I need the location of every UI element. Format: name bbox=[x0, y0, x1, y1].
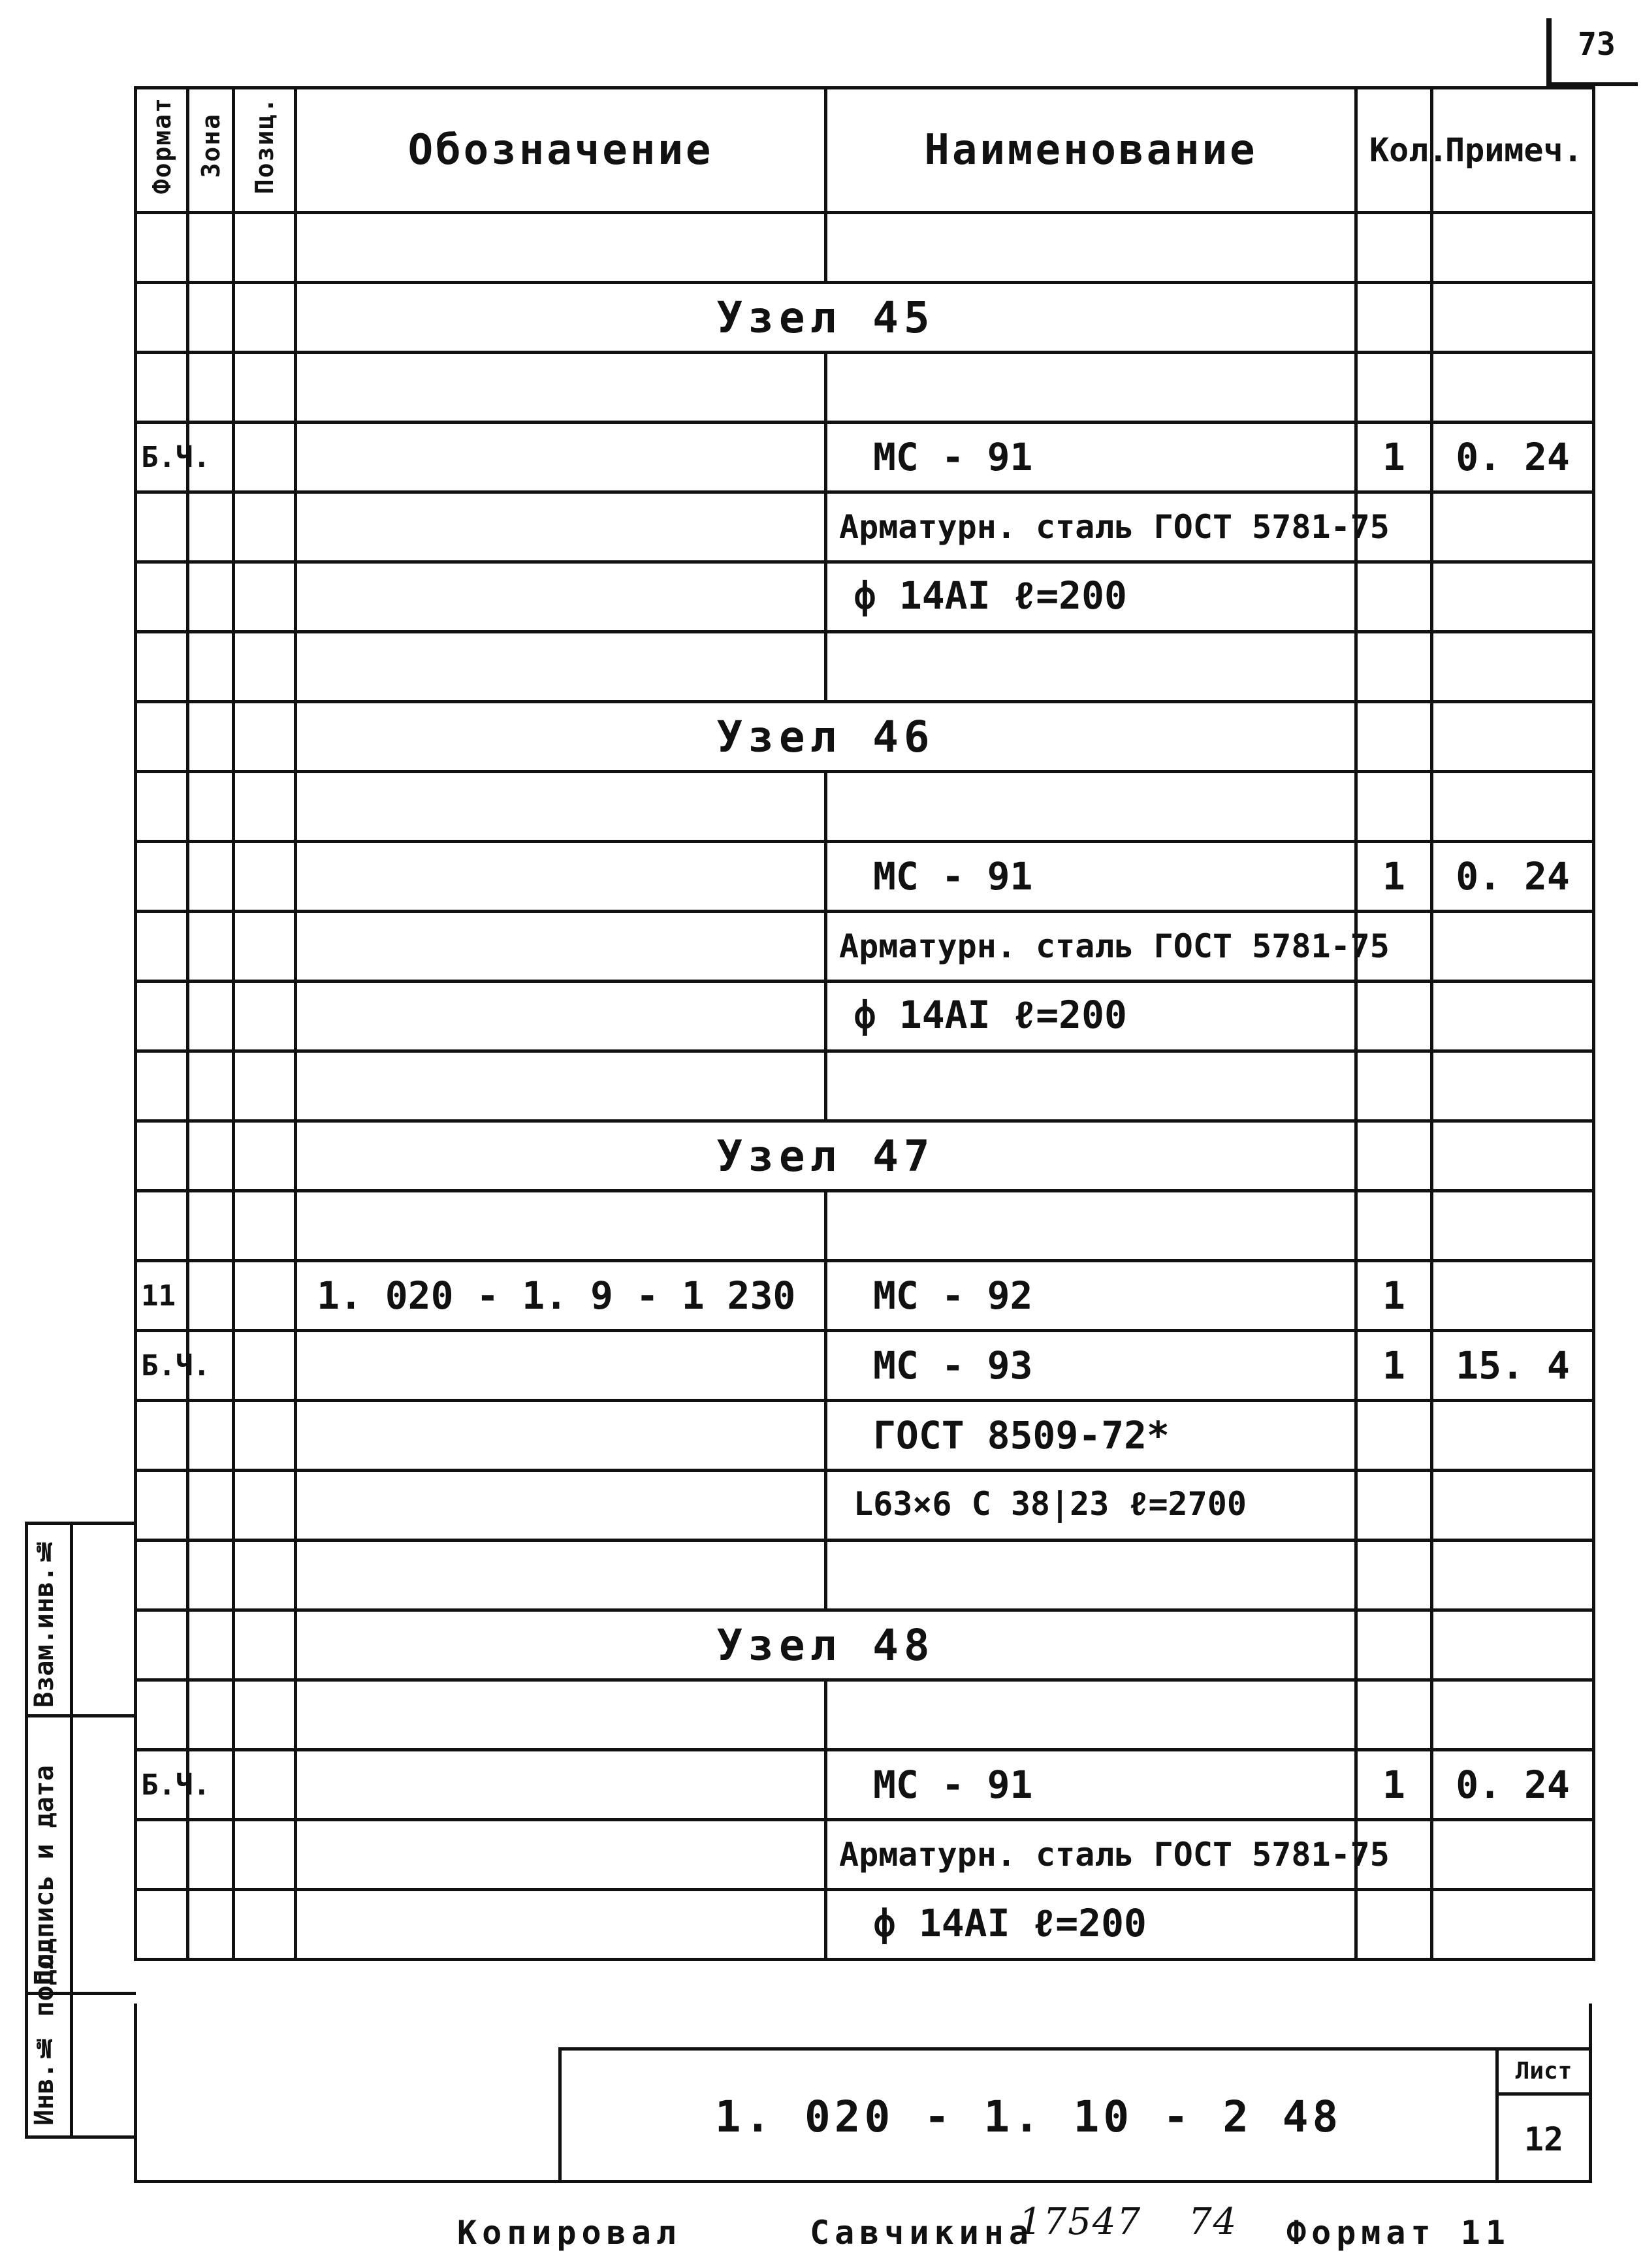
row-name: МС - 91 bbox=[826, 1750, 1356, 1820]
row-note: 15. 4 bbox=[1432, 1331, 1594, 1401]
side-label-replace: Взам.инв.№ bbox=[29, 1536, 59, 1708]
row-name: МС - 91 bbox=[826, 423, 1356, 492]
document-code: 1. 020 - 1. 10 - 2 48 bbox=[558, 2047, 1499, 2183]
footer-order-number: 17547 bbox=[1019, 2201, 1142, 2243]
table-row bbox=[136, 1261, 1594, 1331]
row-quantity: 1 bbox=[1356, 1331, 1432, 1401]
header-row bbox=[136, 88, 1594, 213]
table-row bbox=[136, 982, 1594, 1051]
row-quantity: 1 bbox=[1356, 423, 1432, 492]
side-cell-replace bbox=[28, 1525, 136, 1717]
row-name: ф 14АI ℓ=200 bbox=[826, 982, 1356, 1051]
row-note: 0. 24 bbox=[1432, 423, 1594, 492]
footer-order-sheet: 74 bbox=[1188, 2201, 1238, 2243]
table-row bbox=[136, 423, 1594, 492]
row-name: ГОСТ 8509-72* bbox=[826, 1401, 1356, 1471]
side-approval-stamp bbox=[25, 1522, 136, 2139]
specification-table bbox=[134, 86, 1595, 1961]
table-row bbox=[136, 1051, 1594, 1121]
table-row bbox=[136, 772, 1594, 842]
table-row bbox=[136, 353, 1594, 423]
header-quantity: Кол. bbox=[1356, 88, 1432, 213]
table-row bbox=[136, 1471, 1594, 1541]
row-quantity: 1 bbox=[1356, 1261, 1432, 1331]
row-format: 11 bbox=[136, 1261, 188, 1331]
footer-copied-label: Копировал bbox=[457, 2214, 681, 2252]
node-row bbox=[136, 283, 1594, 353]
header-zone: Зона bbox=[188, 88, 234, 213]
header-format: Формат bbox=[136, 88, 188, 213]
row-name: Арматурн. сталь ГОСТ 5781-75 bbox=[826, 912, 1356, 982]
row-name: Арматурн. сталь ГОСТ 5781-75 bbox=[826, 1820, 1356, 1890]
sheet-label: Лист bbox=[1499, 2051, 1589, 2096]
node-title: Узел 45 bbox=[296, 283, 1356, 353]
table-row bbox=[136, 1331, 1594, 1401]
row-format: Б.Ч. bbox=[136, 1750, 188, 1820]
node-row bbox=[136, 1121, 1594, 1191]
node-title: Узел 46 bbox=[296, 702, 1356, 772]
sheet-page-number: 73 bbox=[1578, 26, 1616, 63]
node-row bbox=[136, 702, 1594, 772]
footer-copied-by: Савчикина bbox=[810, 2214, 1034, 2252]
table-row bbox=[136, 1820, 1594, 1890]
row-format: Б.Ч. bbox=[136, 1331, 188, 1401]
row-name: ф 14АI ℓ=200 bbox=[826, 1890, 1356, 1960]
node-title: Узел 47 bbox=[296, 1121, 1356, 1191]
side-label-signature: Подпись и дата bbox=[29, 1765, 59, 1985]
header-note: Примеч. bbox=[1432, 88, 1594, 213]
row-name: ф 14АI ℓ=200 bbox=[826, 562, 1356, 632]
row-quantity: 1 bbox=[1356, 842, 1432, 912]
footer-line bbox=[0, 2201, 1643, 2260]
node-title: Узел 48 bbox=[296, 1610, 1356, 1680]
row-name: L63×6 С 38|23 ℓ=2700 bbox=[826, 1471, 1356, 1541]
table-row bbox=[136, 1541, 1594, 1610]
table-row bbox=[136, 1890, 1594, 1960]
table-row bbox=[136, 842, 1594, 912]
row-quantity: 1 bbox=[1356, 1750, 1432, 1820]
table-row bbox=[136, 562, 1594, 632]
row-format: Б.Ч. bbox=[136, 423, 188, 492]
table-row bbox=[136, 632, 1594, 702]
row-name: Арматурн. сталь ГОСТ 5781-75 bbox=[826, 492, 1356, 562]
table-row bbox=[136, 213, 1594, 283]
sheet-number-box bbox=[1495, 2047, 1592, 2183]
row-note: 0. 24 bbox=[1432, 842, 1594, 912]
table-row bbox=[136, 492, 1594, 562]
header-designation: Обозначение bbox=[296, 88, 826, 213]
side-cell-inventory bbox=[28, 1938, 136, 2132]
header-name: Наименование bbox=[826, 88, 1356, 213]
table-row bbox=[136, 1191, 1594, 1261]
table-row bbox=[136, 1680, 1594, 1750]
sheet-value: 12 bbox=[1523, 2120, 1564, 2158]
row-name: МС - 92 bbox=[826, 1261, 1356, 1331]
table-row bbox=[136, 1750, 1594, 1820]
row-name: МС - 93 bbox=[826, 1331, 1356, 1401]
header-position: Позиц. bbox=[234, 88, 296, 213]
row-designation: 1. 020 - 1. 9 - 1 230 bbox=[296, 1261, 826, 1331]
table-row bbox=[136, 912, 1594, 982]
row-note: 0. 24 bbox=[1432, 1750, 1594, 1820]
row-name: МС - 91 bbox=[826, 842, 1356, 912]
node-row bbox=[136, 1610, 1594, 1680]
sheet-number-rule-vertical bbox=[1546, 18, 1552, 84]
table-row bbox=[136, 1401, 1594, 1471]
footer-format: Формат 11 bbox=[1286, 2214, 1510, 2252]
side-label-inventory: Инв.№ подл. bbox=[29, 1938, 59, 2126]
